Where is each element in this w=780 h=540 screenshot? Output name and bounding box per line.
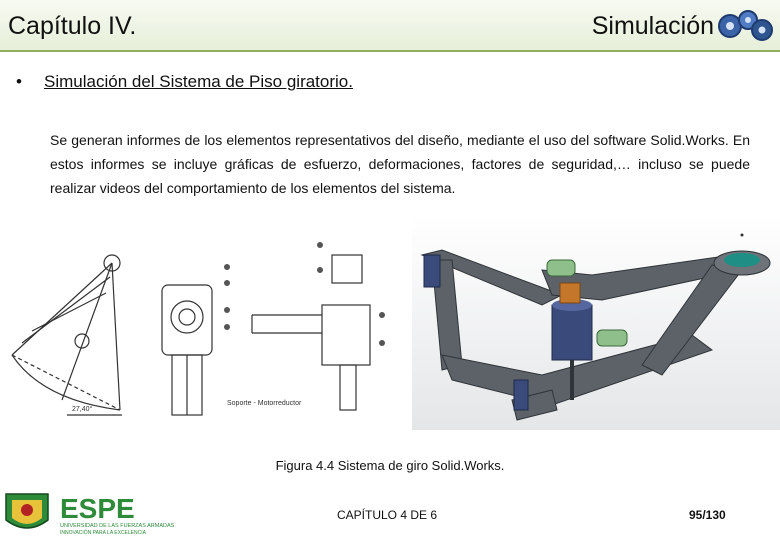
- logo-wordmark: ESPE: [60, 493, 135, 524]
- chapter-page-indicator: CAPÍTULO 4 DE 6: [337, 508, 438, 522]
- technical-drawing: [2, 215, 397, 425]
- page-number: 95/130: [689, 508, 726, 522]
- chapter-title: Capítulo IV.: [8, 12, 137, 40]
- gears-icon: [716, 6, 774, 44]
- body-paragraph: Se generan informes de los elementos representativos del diseño, mediante el uso del software Solid.Works. En estos informes se incluye gráficas de esfuerzo, deformaciones, factores de seguridad,… incluso se puede realizar videos del comportamiento de los elementos del sistema.: [50, 132, 750, 196]
- espe-logo: [2, 490, 212, 536]
- dimension-label: 27,40°: [72, 406, 93, 413]
- section-title: Simulación: [591, 12, 714, 40]
- slide-footer: [0, 490, 780, 540]
- logo-tagline: INNOVACIÓN PARA LA EXCELENCIA: [60, 530, 146, 536]
- drawing-label: Soporte - Motorreductor: [227, 400, 302, 407]
- logo-subtitle: UNIVERSIDAD DE LAS FUERZAS ARMADAS: [60, 523, 175, 529]
- figure-caption: Figura 4.4 Sistema de giro Solid.Works.: [275, 458, 505, 473]
- slide-header: [0, 0, 780, 52]
- solidworks-render: [412, 215, 780, 430]
- university-seal: [6, 494, 48, 528]
- bullet-marker: •: [16, 72, 22, 91]
- bullet-heading: Simulación del Sistema de Piso giratorio.: [44, 72, 353, 91]
